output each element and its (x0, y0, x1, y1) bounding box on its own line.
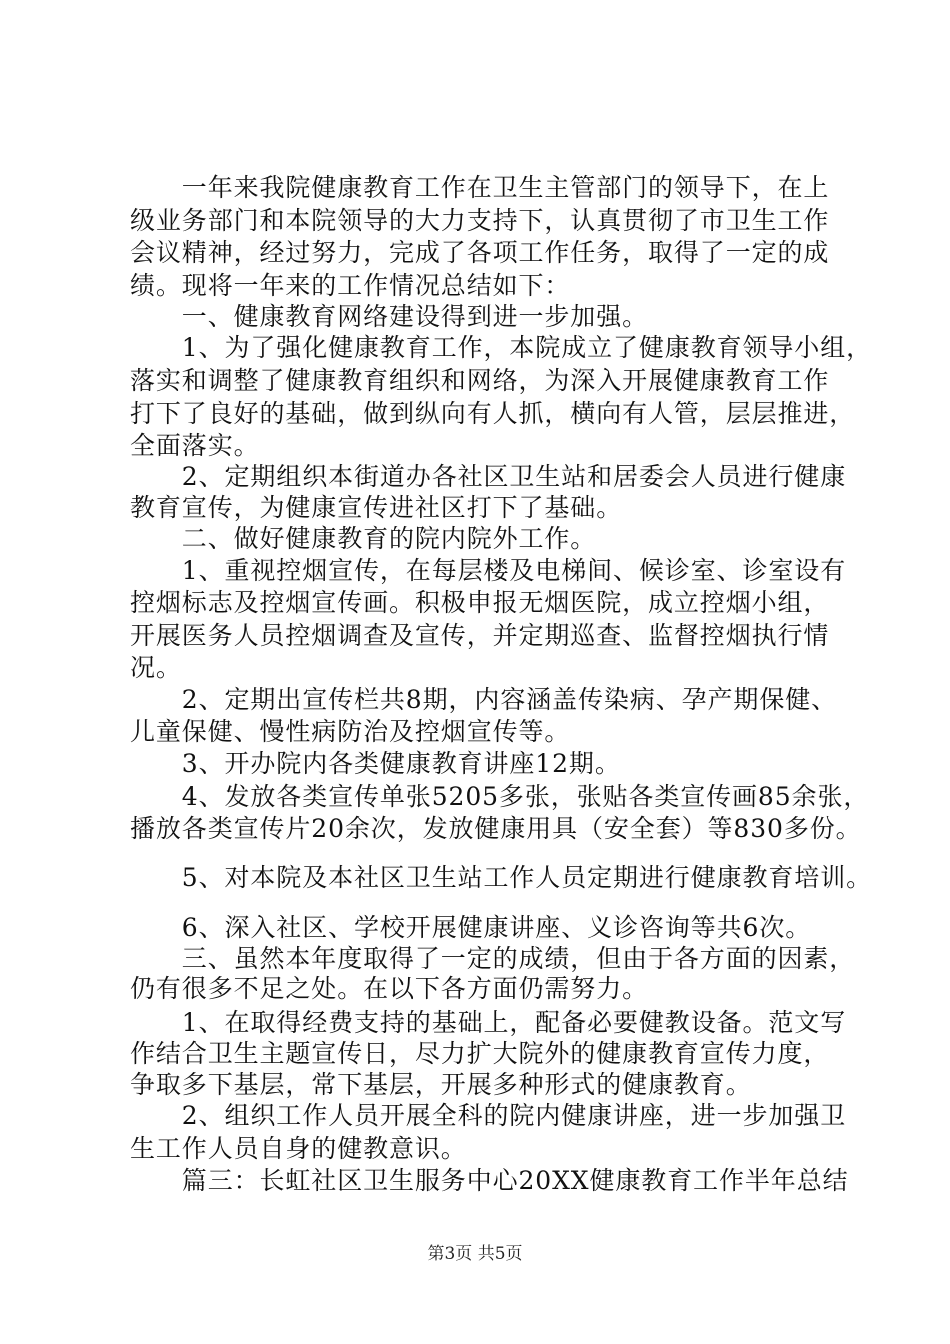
text-line: 1、在取得经费支持的基础上，配备必要健教设备。范文写 (130, 1008, 847, 1037)
text-line: 会议精神，经过努力，完成了各项工作任务，取得了一定的成 (130, 238, 830, 267)
text-line: 争取多下基层，常下基层，开展多种形式的健康教育。 (130, 1070, 752, 1099)
text-line: 5、对本院及本社区卫生站工作人员定期进行健康教育培训。 (130, 863, 873, 892)
text-line: 落实和调整了健康教育组织和网络，为深入开展健康教育工作 (130, 366, 830, 395)
text-line: 况。 (130, 653, 182, 682)
text-line: 作结合卫生主题宣传日，尽力扩大院外的健康教育宣传力度， (130, 1039, 830, 1068)
text-line: 打下了良好的基础，做到纵向有人抓，横向有人管，层层推进， (130, 399, 856, 428)
text-line: 2、定期组织本街道办各社区卫生站和居委会人员进行健康 (130, 462, 847, 491)
text-line: 仍有很多不足之处。在以下各方面仍需努力。 (130, 974, 649, 1003)
text-line: 级业务部门和本院领导的大力支持下，认真贯彻了市卫生工作 (130, 206, 830, 235)
section-heading: 一、健康教育网络建设得到进一步加强。 (130, 302, 649, 331)
text-line: 教育宣传，为健康宣传进社区打下了基础。 (130, 493, 623, 522)
text-line: 生工作人员自身的健教意识。 (130, 1134, 467, 1163)
section-heading: 三、虽然本年度取得了一定的成绩，但由于各方面的因素， (130, 944, 856, 973)
section-heading: 篇三：长虹社区卫生服务中心20XX健康教育工作半年总结 (130, 1166, 849, 1195)
text-line: 1、为了强化健康教育工作，本院成立了健康教育领导小组， (130, 333, 873, 362)
text-line: 控烟标志及控烟宣传画。积极申报无烟医院，成立控烟小组， (130, 588, 830, 617)
text-line: 一年来我院健康教育工作在卫生主管部门的领导下，在上 (130, 173, 830, 202)
text-line: 4、发放各类宣传单张5205多张，张贴各类宣传画85余张， (130, 782, 870, 811)
text-line: 1、重视控烟宣传，在每层楼及电梯间、候诊室、诊室设有 (130, 556, 847, 585)
text-line: 全面落实。 (130, 431, 260, 460)
section-heading: 二、做好健康教育的院内院外工作。 (130, 524, 597, 553)
page-number-footer: 第3页 共5页 (427, 1244, 523, 1264)
text-line: 儿童保健、慢性病防治及控烟宣传等。 (130, 717, 571, 746)
text-line: 开展医务人员控烟调查及宣传，并定期巡查、监督控烟执行情 (130, 621, 830, 650)
text-line: 2、组织工作人员开展全科的院内健康讲座，进一步加强卫 (130, 1101, 847, 1130)
text-line: 绩。现将一年来的工作情况总结如下： (130, 271, 571, 300)
text-line: 2、定期出宣传栏共8期，内容涵盖传染病、孕产期保健、 (130, 685, 838, 714)
text-line: 3、开办院内各类健康教育讲座12期。 (130, 749, 621, 778)
text-line: 播放各类宣传片20余次，发放健康用具（安全套）等830多份。 (130, 814, 862, 843)
text-line: 6、深入社区、学校开展健康讲座、义诊咨询等共6次。 (130, 913, 812, 942)
